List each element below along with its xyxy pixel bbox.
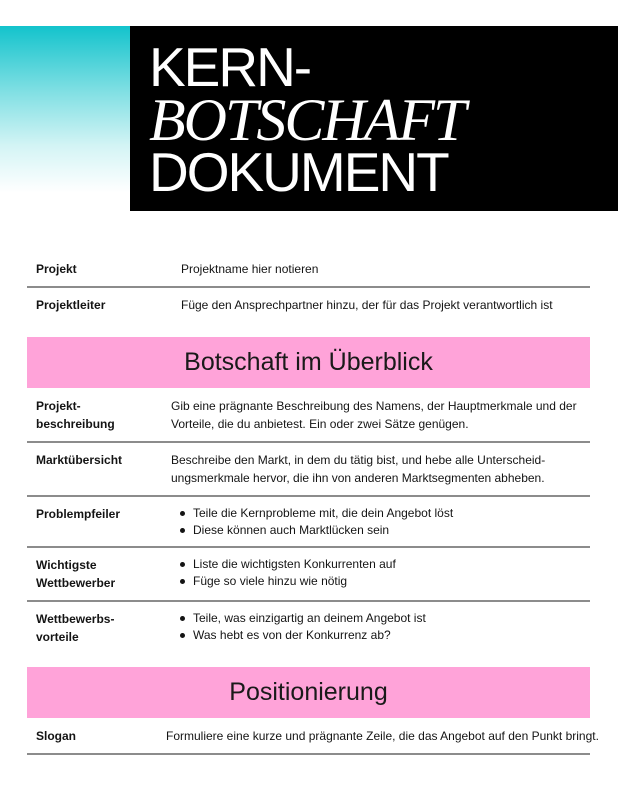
row-value[interactable]: Formuliere eine kurze und prägnante Zeile, die das Angebot auf den Punkt bringt.: [166, 729, 599, 743]
row-label: Wettbewerber: [36, 576, 116, 590]
section-heading-overview: Botschaft im Überblick: [27, 337, 590, 388]
row-label: Projekt-: [36, 399, 81, 413]
title-line-1: KERN-: [149, 36, 311, 98]
divider: [27, 546, 590, 548]
divider: [27, 495, 590, 497]
bullet-item[interactable]: Was hebt es von der Konkurrenz ab?: [180, 627, 426, 644]
row-label: Wichtigste: [36, 558, 97, 572]
row-value[interactable]: Gib eine prägnante Beschreibung des Namens, der Hauptmerkmale und der: [171, 399, 577, 413]
row-label: Marktübersicht: [36, 453, 123, 467]
row-label: Projektleiter: [36, 298, 106, 312]
title-block: [130, 26, 618, 211]
row-label: Projekt: [36, 262, 77, 276]
row-value[interactable]: ungsmerkmale hervor, die ihn von anderen Marktsegmenten abheben.: [171, 471, 545, 485]
divider: [27, 441, 590, 443]
divider: [27, 286, 590, 288]
row-label: Wettbewerbs-: [36, 612, 115, 626]
bullet-item[interactable]: Teile, was einzigartig an deinem Angebot ist: [180, 610, 426, 627]
row-label: vorteile: [36, 630, 79, 644]
bullet-item[interactable]: Liste die wichtigsten Konkurrenten auf: [180, 556, 396, 573]
bullet-list: [180, 505, 453, 539]
title-line-2: BOTSCHAFT: [149, 87, 465, 153]
row-value[interactable]: Beschreibe den Markt, in dem du tätig bist, und hebe alle Unterscheid-: [171, 453, 546, 467]
bullet-item[interactable]: Teile die Kernprobleme mit, die dein Angebot löst: [180, 505, 453, 522]
title-line-3: DOKUMENT: [149, 141, 448, 203]
row-value[interactable]: Füge den Ansprechpartner hinzu, der für das Projekt verantwortlich ist: [181, 298, 553, 312]
divider: [27, 753, 590, 755]
bullet-list: [180, 556, 396, 590]
row-value[interactable]: Projektname hier notieren: [181, 262, 319, 276]
section-heading-positioning: Positionierung: [27, 667, 590, 718]
cyan-gradient-accent: [0, 26, 131, 211]
row-label: beschreibung: [36, 417, 115, 431]
bullet-item[interactable]: Diese können auch Marktlücken sein: [180, 522, 453, 539]
bullet-item[interactable]: Füge so viele hinzu wie nötig: [180, 573, 396, 590]
row-label: Problempfeiler: [36, 507, 121, 521]
bullet-list: [180, 610, 426, 644]
row-value[interactable]: Vorteile, die du anbietest. Ein oder zwei Sätze genügen.: [171, 417, 469, 431]
divider: [27, 600, 590, 602]
row-label: Slogan: [36, 729, 77, 743]
